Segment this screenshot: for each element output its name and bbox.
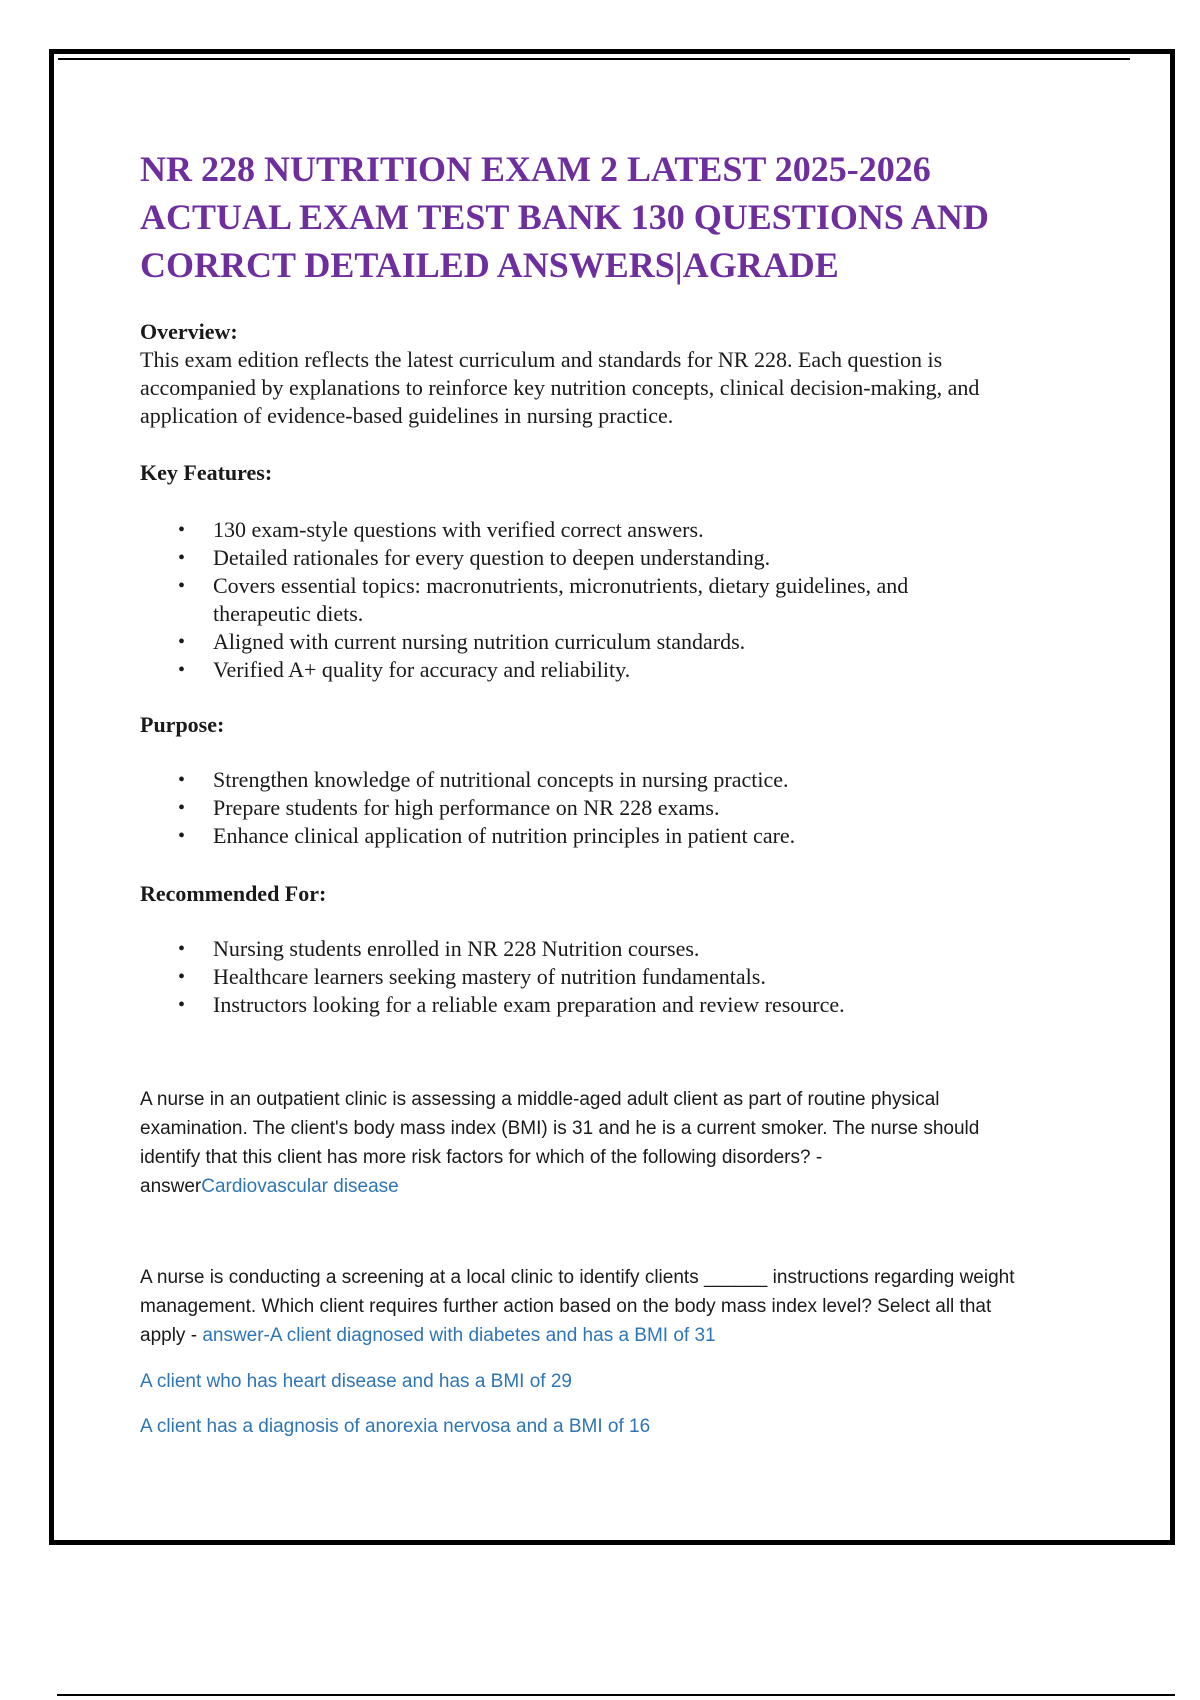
answer-text: Cardiovascular disease xyxy=(201,1176,399,1197)
list-item: • Detailed rationales for every question to deepen understanding. xyxy=(140,544,1100,572)
question-2 xyxy=(140,1263,1100,1441)
question-line: identify that this client has more risk factors for which of the following disorders? - xyxy=(140,1147,823,1168)
answer-line xyxy=(140,1172,1100,1201)
purpose-list-wrap xyxy=(140,766,1100,850)
answer-text: answer-A client diagnosed with diabetes and has a BMI of 31 xyxy=(202,1325,716,1346)
list-item: • Aligned with current nursing nutrition curriculum standards. xyxy=(140,628,1100,656)
purpose-list xyxy=(140,766,1100,850)
key-features-list-wrap xyxy=(140,516,1100,684)
extra-answer: A client has a diagnosis of anorexia nervosa and a BMI of 16 xyxy=(140,1416,651,1437)
recommended-list xyxy=(140,935,1100,1019)
question-1 xyxy=(140,1085,1100,1201)
header-rule xyxy=(58,58,1130,60)
document-title xyxy=(140,145,1100,289)
overview-line: This exam edition reflects the latest curriculum and standards for NR 228. Each question is xyxy=(140,347,943,372)
list-item: • Covers essential topics: macronutrients, micronutrients, dietary guidelines, and therapeutic diets. xyxy=(140,572,1100,628)
overview-section xyxy=(140,318,1100,430)
recommended-list-wrap xyxy=(140,935,1100,1019)
recommended-heading: Recommended For: xyxy=(140,881,327,906)
answer-line xyxy=(140,1321,1100,1350)
list-item: • Strengthen knowledge of nutritional concepts in nursing practice. xyxy=(140,766,1100,794)
question-line: examination. The client's body mass index (BMI) is 31 and he is a current smoker. The nurse should xyxy=(140,1118,980,1139)
next-page-rule xyxy=(57,1694,1175,1696)
overview-line: application of evidence-based guidelines in nursing practice. xyxy=(140,403,674,428)
extra-answer: A client who has heart disease and has a BMI of 29 xyxy=(140,1371,572,1392)
list-item: • Prepare students for high performance on NR 228 exams. xyxy=(140,794,1100,822)
list-item: • 130 exam-style questions with verified correct answers. xyxy=(140,516,1100,544)
answer-prefix: answer xyxy=(140,1176,202,1197)
key-features-heading: Key Features: xyxy=(140,460,273,485)
list-item: • Enhance clinical application of nutrition principles in patient care. xyxy=(140,822,1100,850)
list-item: • Healthcare learners seeking mastery of nutrition fundamentals. xyxy=(140,963,1100,991)
recommended-section xyxy=(140,880,1100,908)
purpose-section xyxy=(140,711,1100,739)
question-line: A nurse in an outpatient clinic is assessing a middle-aged adult client as part of routine physical xyxy=(140,1089,940,1110)
overview-line: accompanied by explanations to reinforce key nutrition concepts, clinical decision-making, and xyxy=(140,375,980,400)
key-features-section xyxy=(140,459,1100,487)
list-item: • Verified A+ quality for accuracy and reliability. xyxy=(140,656,1100,684)
list-item: • Instructors looking for a reliable exam preparation and review resource. xyxy=(140,991,1100,1019)
title-line: ACTUAL EXAM TEST BANK 130 QUESTIONS AND xyxy=(140,197,989,237)
list-item: • Nursing students enrolled in NR 228 Nutrition courses. xyxy=(140,935,1100,963)
title-line: NR 228 NUTRITION EXAM 2 LATEST 2025-2026 xyxy=(140,149,931,189)
overview-heading: Overview: xyxy=(140,319,238,344)
question-line: management. Which client requires further action based on the body mass index level? Select all that xyxy=(140,1296,992,1317)
question-line: A nurse is conducting a screening at a local clinic to identify clients ______ instructions regarding weight xyxy=(140,1267,1015,1288)
answer-prefix: apply - xyxy=(140,1325,203,1346)
title-line: CORRCT DETAILED ANSWERS|AGRADE xyxy=(140,245,839,285)
purpose-heading: Purpose: xyxy=(140,712,225,737)
key-features-list xyxy=(140,516,1100,684)
